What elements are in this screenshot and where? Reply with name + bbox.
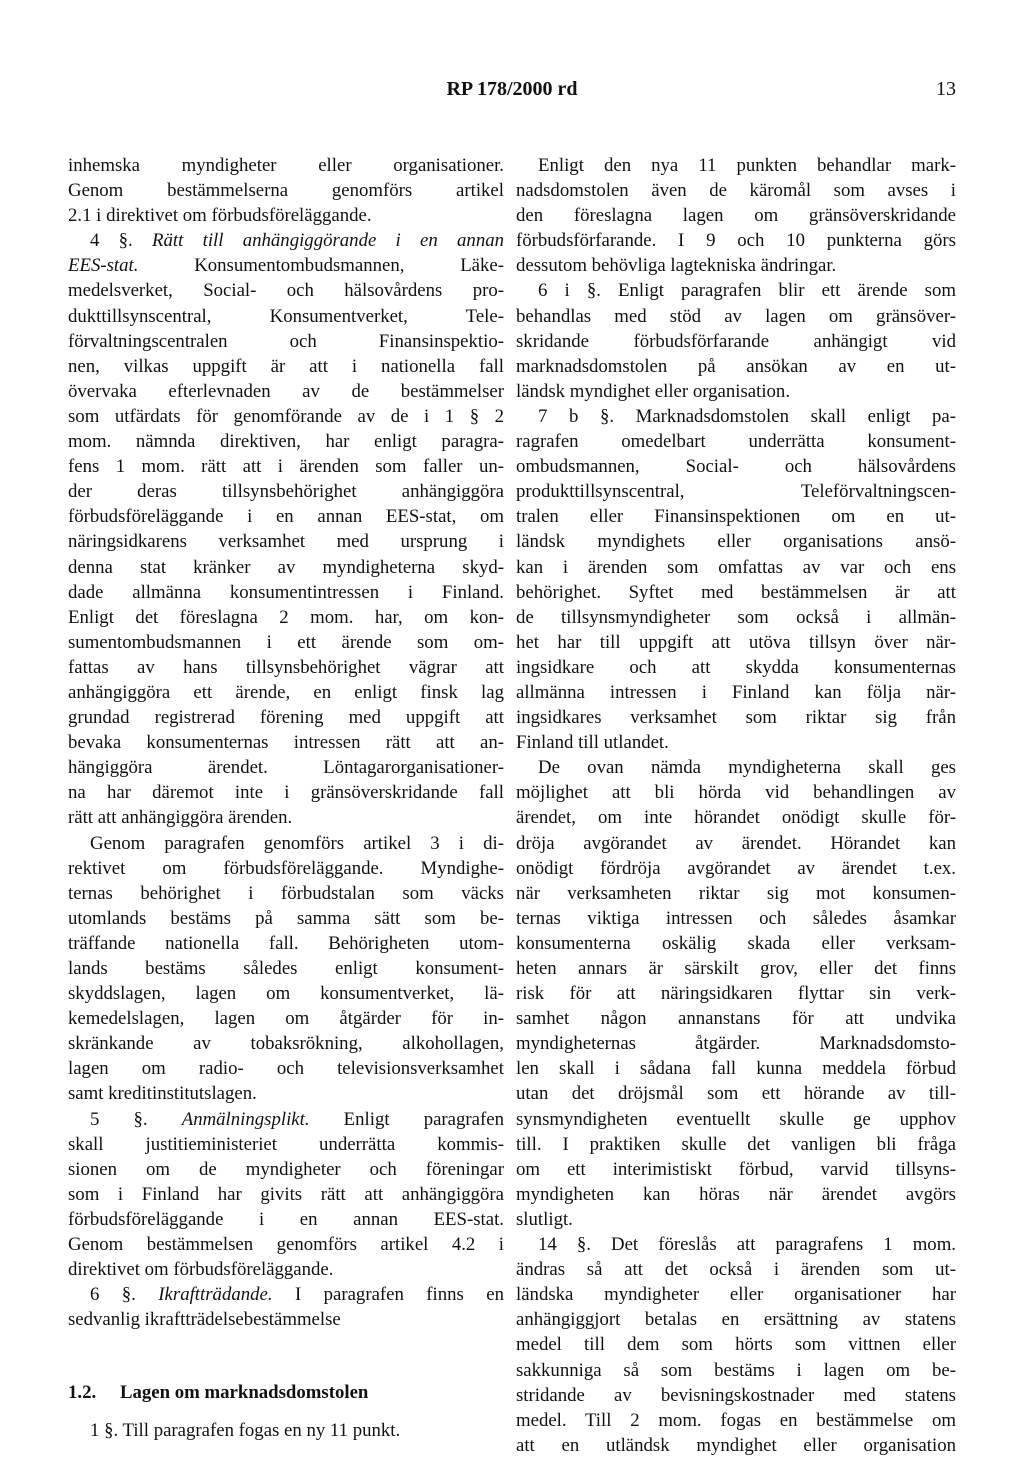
text-line: len skall i sådana fall kunna meddela förbud — [516, 1058, 956, 1080]
text-line: skridande förbudsförfarande anhängigt vid — [516, 330, 956, 352]
text-line: de tillsynsmyndigheter som också i allmän- — [516, 606, 956, 628]
text-line: som i Finland har givits rätt att anhängiggöra — [68, 1183, 504, 1205]
text-line: behörighet. Syftet med bestämmelsen är att — [516, 581, 956, 603]
text-line: kan i ärenden som omfattas av var och ens — [516, 556, 956, 578]
text-line: De ovan nämda myndigheterna skall ges — [538, 757, 956, 779]
page-number: 13 — [936, 78, 956, 100]
text-line: ärendet, om inte hörandet onödigt skulle för- — [516, 807, 956, 829]
paragraph-intro — [68, 153, 504, 228]
text-line: na har däremot inte i gränsöverskridande fall — [68, 782, 504, 804]
text-line: tralen eller Finansinspektionen om en ut- — [516, 506, 956, 528]
text-line: sumentombudsmannen i ett ärende som om- — [68, 631, 504, 653]
text-line: utomlands bestäms på samma sätt som be- — [68, 907, 504, 929]
paragraph-punkt-11 — [516, 153, 956, 278]
text-line: 7 b §. Marknadsdomstolen skall enligt pa- — [538, 405, 956, 427]
text-line: myndigheternas åtgärder. Marknadsdomsto- — [516, 1033, 956, 1055]
text-line: 5 §. Anmälningsplikt. Enligt paragrafen — [90, 1108, 504, 1130]
text-line: onödigt fördröja avgörandet av ärendet t.ex. — [516, 857, 956, 879]
text-line: stridande av bevisningskostnader med statens — [516, 1384, 956, 1406]
text-line: inhemska myndigheter eller organisationer. — [68, 155, 504, 176]
text-line: 2.1 i direktivet om förbudsföreläggande. — [68, 205, 372, 227]
text-line: om ett interimistiskt förbud, varvid tillsyns- — [516, 1158, 956, 1180]
paragraph-section-6i — [516, 278, 956, 403]
text-line: dukttillsynscentral, Konsumentverket, Tele- — [68, 305, 504, 327]
text-line: kemedelslagen, lagen om åtgärder för in- — [68, 1008, 504, 1030]
paragraph-myndigheterna — [516, 755, 956, 1232]
text-line: Enligt den nya 11 punkten behandlar mark- — [538, 155, 956, 176]
section-title: Rätt till anhängiggörande i en annan — [152, 230, 504, 252]
text-line: ländsk myndighets eller organisations ansö- — [516, 531, 956, 553]
text-line: direktivet om förbudsföreläggande. — [68, 1259, 334, 1281]
text-line: nen, vilkas uppgift är att i nationella fall — [68, 355, 504, 377]
text-line: 14 §. Det föreslås att paragrafens 1 mom. — [538, 1234, 956, 1256]
text-line: ternas viktiga intressen och således åsamkar — [516, 907, 956, 929]
text-line: möjlighet att bli hörda vid behandlingen av — [516, 782, 956, 804]
text-line: grundad registrerad förening med uppgift att — [68, 707, 504, 729]
text-line: som utfärdats för genomförande av de i 1 § 2 — [68, 405, 504, 427]
paragraph-genom — [68, 831, 504, 1107]
document-title: RP 178/2000 rd — [446, 78, 578, 100]
text-line: förvaltningscentralen och Finansinspektio- — [68, 330, 504, 352]
section-heading-title: Lagen om marknadsdomstolen — [120, 1382, 369, 1404]
text-line: 6 §. Ikraftträdande. I paragrafen finns en — [90, 1284, 504, 1306]
text-line: hängiggöra ärendet. Löntagarorganisationer- — [68, 757, 504, 779]
text-line: ingsidkare och att skydda konsumenternas — [516, 656, 956, 678]
text-line: medel. Till 2 mom. fogas en bestämmelse om — [516, 1409, 956, 1431]
text-line: risk för att näringsidkaren flyttar sin verk- — [516, 983, 956, 1005]
text-line: samhet någon annanstans för att undvika — [516, 1008, 956, 1030]
text-line: skränkande av tobaksrökning, alkohollagen, — [68, 1033, 504, 1055]
text-line: behandlas med stöd av lagen om gränsöver- — [516, 305, 956, 327]
text-line: när verksamheten riktar sig mot konsumen- — [516, 882, 956, 904]
text-line: myndigheten kan höras när ärendet avgörs — [516, 1183, 956, 1205]
text-line: fattas av hans tillsynsbehörighet vägrar att — [68, 656, 504, 678]
text-line: att en utländsk myndighet eller organisation — [516, 1434, 956, 1456]
text-line: övervaka efterlevnaden av de bestämmelser — [68, 380, 504, 402]
text-line: fens 1 mom. rätt att i ärenden som faller un- — [68, 456, 504, 478]
text-line: Finland till utlandet. — [516, 732, 669, 754]
text-line: slutligt. — [516, 1208, 573, 1230]
text-line: lagen om radio- och televisionsverksamhet — [68, 1058, 504, 1080]
paragraph-section-6 — [68, 1282, 504, 1332]
text-line: Genom paragrafen genomförs artikel 3 i di- — [90, 832, 504, 854]
text-line: dade allmänna konsumentintressen i Finland. — [68, 581, 504, 603]
text-line: sakkunniga så som bestäms i lagen om be- — [516, 1359, 956, 1381]
text-line: den föreslagna lagen om gränsöverskridande — [516, 205, 956, 227]
section-title: Ikraftträdande. — [158, 1284, 273, 1306]
paragraph-section-7b — [516, 404, 956, 755]
text-line: Genom bestämmelsen genomförs artikel 4.2 i — [68, 1234, 504, 1256]
text-line: förbudsföreläggande i en annan EES-stat, om — [68, 506, 504, 528]
text-line: dessutom behövliga lagtekniska ändringar. — [516, 255, 837, 277]
text-line: till. I praktiken skulle det vanligen bli fråga — [516, 1133, 956, 1155]
text-line: skall justitieministeriet underrätta kommis- — [68, 1133, 504, 1155]
text-line: ländsk myndighet eller organisation. — [516, 380, 791, 402]
text-line: ombudsmannen, Social- och hälsovårdens — [516, 456, 956, 478]
section-heading-number: 1.2. — [68, 1382, 97, 1404]
paragraph-section-4 — [68, 228, 504, 830]
paragraph-section-14 — [516, 1232, 956, 1458]
text-line: dröja avgörandet av ärendet. Hörandet kan — [516, 832, 956, 854]
text-line: ingsidkares verksamhet som riktar sig från — [516, 707, 956, 729]
text-line: ländska myndigheter eller organisationer har — [516, 1284, 956, 1306]
section-number: 6 §. — [90, 1284, 136, 1306]
text-line: EES-stat. Konsumentombudsmannen, Läke- — [68, 255, 504, 277]
text-line: produkttillsynscentral, Teleförvaltningscen- — [516, 481, 956, 503]
left-column — [68, 153, 504, 1443]
text-line: förbudsföreläggande i en annan EES-stat. — [68, 1208, 504, 1230]
text-line: 6 i §. Enligt paragrafen blir ett ärende som — [538, 280, 956, 302]
text-line — [68, 228, 504, 253]
text-line: denna stat kränker av myndigheterna skyd- — [68, 556, 504, 578]
text-line: ternas behörighet i förbudstalan som väcks — [68, 882, 504, 904]
text-line: träffande nationella fall. Behörigheten utom- — [68, 932, 504, 954]
paragraph-section-5 — [68, 1107, 504, 1283]
text-line: rektivet om förbudsföreläggande. Myndighe- — [68, 857, 504, 879]
text-line: Enligt det föreslagna 2 mom. har, om kon- — [68, 606, 504, 628]
text-line: der deras tillsynsbehörighet anhängiggöra — [68, 481, 504, 503]
text-line: lands bestäms således enligt konsument- — [68, 958, 504, 979]
text-line: rätt att anhängiggöra ärenden. — [68, 807, 293, 829]
text-line: förbudsförfarande. I 9 och 10 punkterna görs — [516, 230, 956, 252]
text-line: medel till dem som hörts som vittnen eller — [516, 1334, 956, 1356]
text-line: samt kreditinstitutslagen. — [68, 1083, 257, 1105]
text-line: nadsdomstolen även de käromål som avses i — [516, 180, 956, 202]
text-line: sedvanlig ikraftträdelsebestämmelse — [68, 1309, 341, 1331]
text-line: bevaka konsumenternas intressen rätt att an- — [68, 732, 504, 754]
section-number: 5 §. — [90, 1108, 148, 1130]
text-line: synsmyndigheten eventuellt skulle ge upphov — [516, 1108, 956, 1130]
text-line: utan det dröjsmål som ett hörande av till- — [516, 1083, 956, 1105]
text-line: ragrafen omedelbart underrätta konsument- — [516, 431, 956, 453]
text-line: allmänna intressen i Finland kan följa när- — [516, 681, 956, 703]
text-line: marknadsdomstolen på ansökan av en ut- — [516, 355, 956, 377]
text-line: sionen om de myndigheter och föreningar — [68, 1158, 504, 1180]
text-line: skyddslagen, lagen om konsumentverket, lä- — [68, 983, 504, 1005]
text-line: het har till uppgift att utöva tillsyn över när- — [516, 631, 956, 653]
text-line: Genom bestämmelserna genomförs artikel — [68, 180, 504, 202]
paragraph-section-1: 1 §. Till paragrafen fogas en ny 11 punkt. — [90, 1419, 401, 1441]
text-line: anhängiggjort betalas en ersättning av statens — [516, 1309, 956, 1331]
section-number: 4 §. — [90, 230, 133, 252]
text-line: ändras så att det också i ärenden som ut- — [516, 1259, 956, 1281]
section-title-end: EES-stat. — [68, 255, 139, 277]
text-line: konsumenterna oskälig skada eller verksam- — [516, 932, 956, 954]
section-title: Anmälningsplikt. — [181, 1108, 310, 1130]
text-line: näringsidkarens verksamhet med ursprung i — [68, 531, 504, 553]
text-line: anhängiggöra ett ärende, en enligt finsk lag — [68, 681, 504, 703]
right-column — [516, 153, 956, 1458]
text-line: mom. nämnda direktiven, har enligt paragra- — [68, 431, 504, 453]
text-line: heten annars är särskilt grov, eller det finns — [516, 958, 956, 979]
section-heading — [68, 1380, 504, 1405]
text-line: medelsverket, Social- och hälsovårdens pro- — [68, 280, 504, 302]
